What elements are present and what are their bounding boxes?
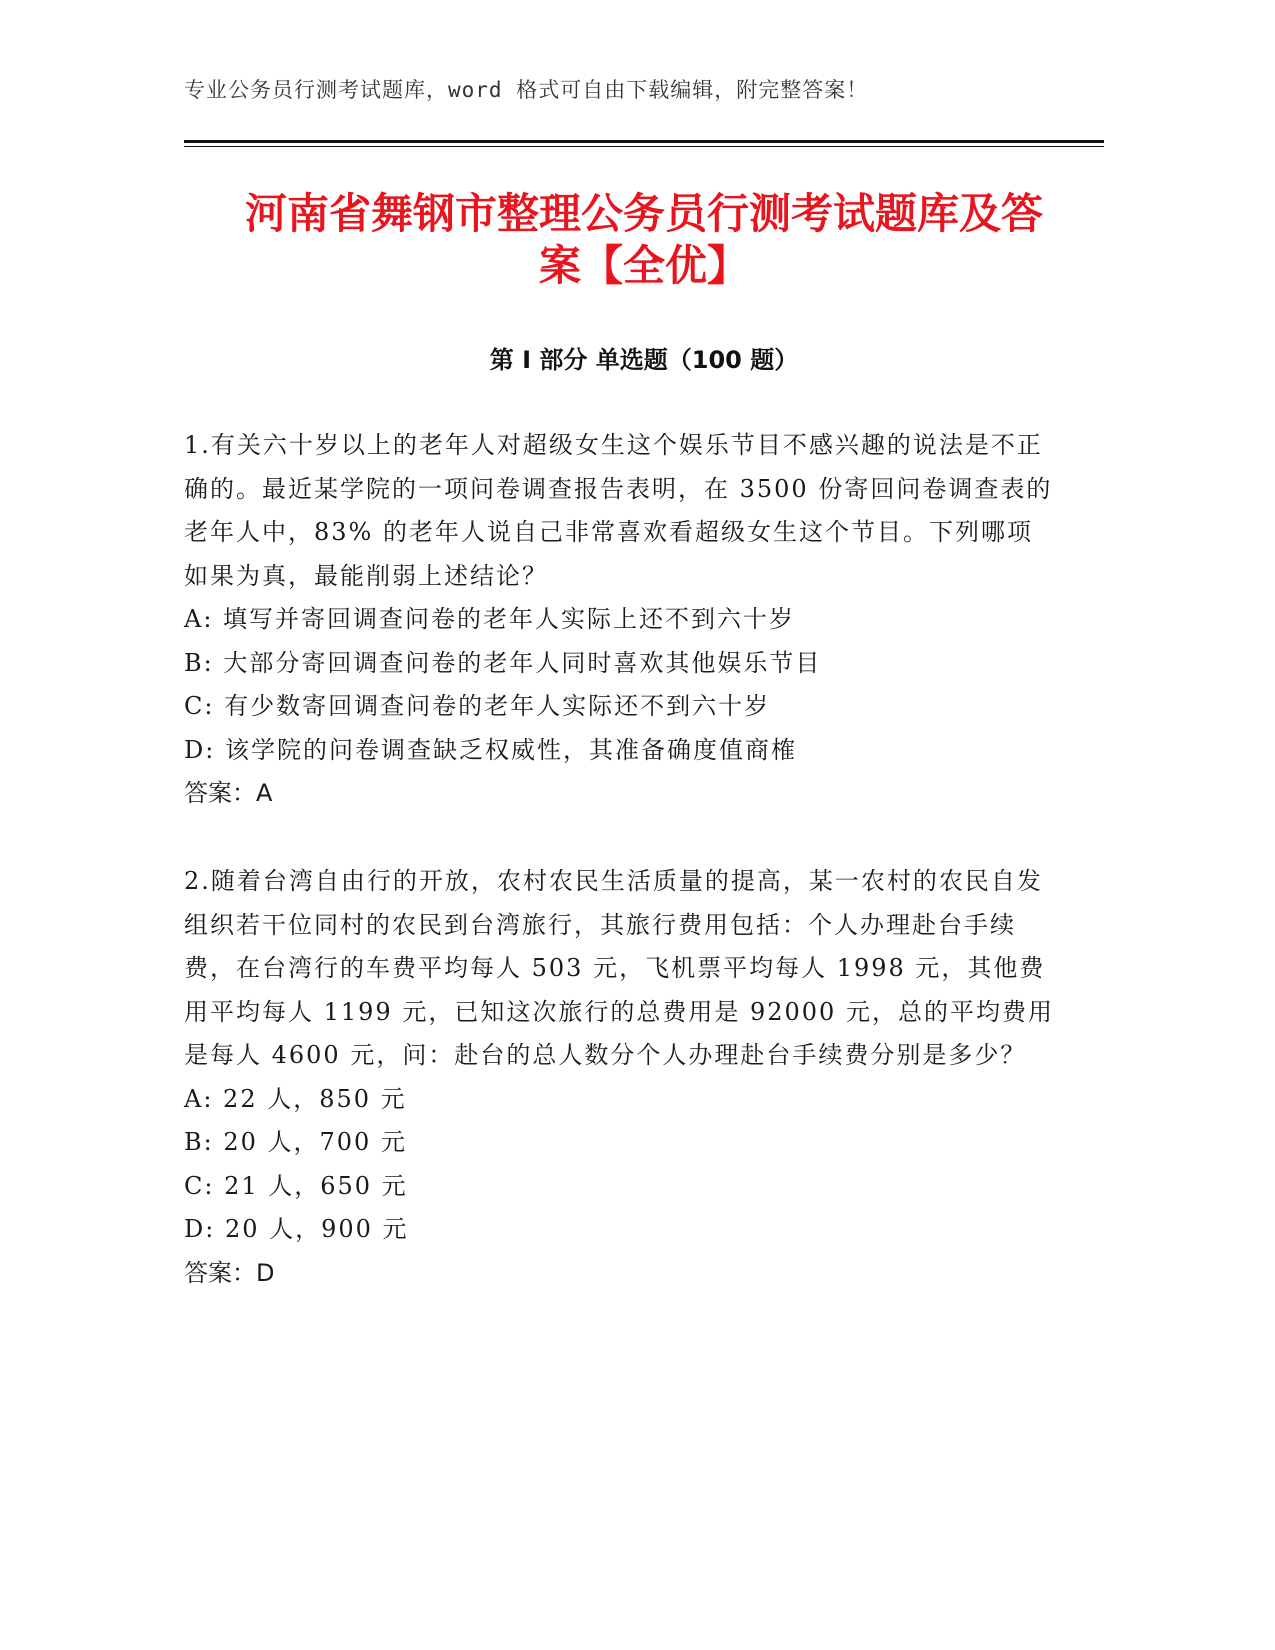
question-1-option-a: A: 填写并寄回调查问卷的老年人实际上还不到六十岁 (184, 605, 796, 633)
question-2-answer: 答案：D (184, 1258, 275, 1287)
header-note: 专业公务员行测考试题库，word 格式可自由下载编辑，附完整答案！ (184, 78, 869, 102)
question-1-answer: 答案：A (184, 779, 273, 807)
question-1-option-d: D: 该学院的问卷调查缺乏权威性，其准备确度值商榷 (184, 735, 797, 764)
document-title-line-2: 案【全优】 (538, 241, 749, 290)
question-2 (184, 860, 1054, 1295)
question-2-option-d: D: 20 人，900 元 (184, 1215, 409, 1243)
question-1-option-c: C: 有少数寄回调查问卷的老年人实际还不到六十岁 (184, 692, 771, 720)
document-title (184, 188, 1104, 292)
document-title-line-1: 河南省舞钢市整理公务员行测考试题库及答 (244, 189, 1043, 238)
question-1-option-b: B: 大部分寄回调查问卷的老年人同时喜欢其他娱乐节目 (184, 648, 822, 677)
header-rule-thin (184, 146, 1104, 147)
section-title: 第 I 部分 单选题（100 题） (489, 346, 799, 374)
question-1 (184, 424, 1054, 816)
question-2-option-c: C: 21 人，650 元 (184, 1171, 408, 1200)
question-2-option-b: B: 20 人，700 元 (184, 1128, 407, 1156)
header-rule-thick (184, 140, 1104, 143)
question-2-text: 2.随着台湾自由行的开放，农村农民生活质量的提高，某一农村的农民自发组织若干位同村的农民到台湾旅行，其旅行费用包括：个人办理赴台手续费，在台湾行的车费平均每人 503 元，飞机票平均每人 1998 元，其他费用平均每人 1199 元，已知这次旅行的总费用是 92000 元，总的平均费用是每人 4600 元，问：赴台的总人数分个人办理赴台手续费分别是多少？ (184, 867, 1054, 1069)
question-2-option-a: A: 22 人，850 元 (184, 1084, 407, 1113)
question-1-text: 1.有关六十岁以上的老年人对超级女生这个娱乐节目不感兴趣的说法是不正确的。最近某学院的一项问卷调查报告表明，在 3500 份寄回问卷调查表的老年人中，83% 的老年人说自己非常喜欢看超级女生这个节目。下列哪项如果为真，最能削弱上述结论？ (184, 431, 1053, 590)
